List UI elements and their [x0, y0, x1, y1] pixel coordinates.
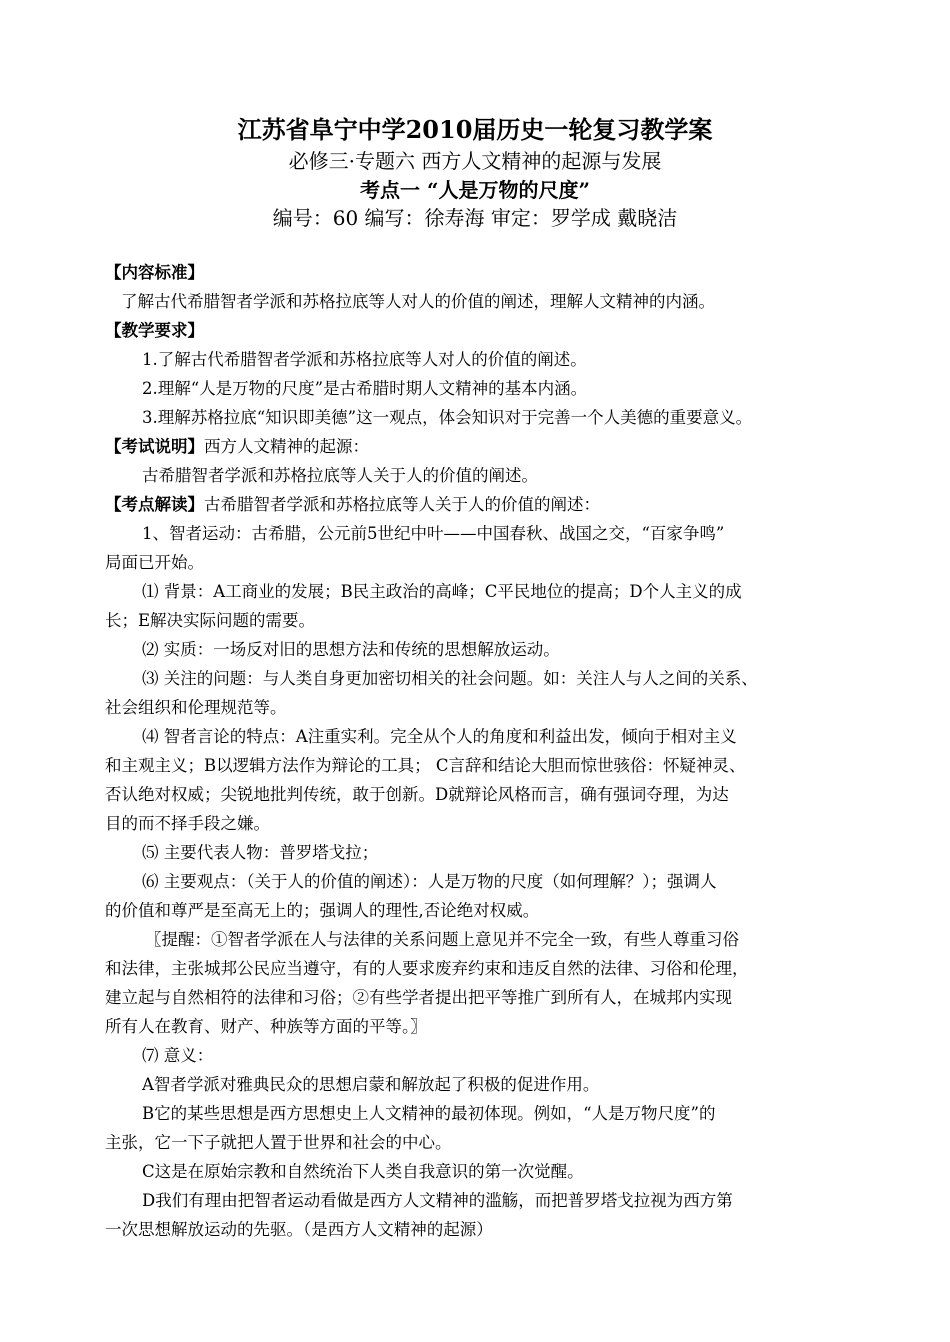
document-subtitle: 必修三·专题六 西方人文精神的起源与发展: [288, 149, 662, 173]
exam-notes-line: [105, 432, 860, 461]
section-heading-analysis: 【考点解读】: [105, 495, 204, 514]
paragraph-line: 〖提醒：①智者学派在人与法律的关系问题上意见并不完全一致，有些人尊重习俗: [145, 930, 739, 949]
paragraph-line: 长；E解决实际问题的需要。: [105, 611, 316, 630]
paragraph-line: 和法律，主张城邦公民应当遵守，有的人要求废弃约束和违反自然的法律、习俗和伦理，: [105, 959, 749, 978]
paragraph-line: 否认绝对权威；尖锐地批判传统，敢于创新。D就辩论风格而言，确有强词夺理，为达: [105, 785, 729, 804]
paragraph-line: ⑷ 智者言论的特点：A注重实利。完全从个人的角度和利益出发，倾向于相对主义: [142, 727, 737, 746]
paragraph-line: 局面已开始。: [105, 553, 204, 572]
paragraph-line: 社会组织和伦理规范等。: [105, 698, 287, 717]
paragraph-line: 一次思想解放运动的先驱。（是西方人文精神的起源）: [105, 1220, 493, 1239]
paragraph-line: A智者学派对雅典民众的思想启蒙和解放起了积极的促进作用。: [142, 1075, 600, 1094]
requirement-item: 1.了解古代希腊智者学派和苏格拉底等人对人的价值的阐述。: [142, 350, 587, 369]
requirement-item: 3.理解苏格拉底“知识即美德”这一观点，体会知识对于完善一个人美德的重要意义。: [142, 408, 753, 427]
paragraph-line: ⑵ 实质：一场反对旧的思想方法和传统的思想解放运动。: [142, 640, 560, 659]
paragraph-line: D我们有理由把智者运动看做是西方人文精神的滥觞，而把普罗塔戈拉视为西方第: [142, 1191, 733, 1210]
paragraph-line: 建立起与自然相符的法律和习俗；②有些学者提出把平等推广到所有人，在城邦内实现: [105, 988, 732, 1007]
paragraph-line: 主张，它一下子就把人置于世界和社会的中心。: [105, 1133, 452, 1152]
document-meta: 编号：60 编写：徐寿海 审定：罗学成 戴晓洁: [272, 206, 678, 230]
paragraph-line: C这是在原始宗教和自然统治下人类自我意识的第一次觉醒。: [142, 1162, 584, 1181]
paragraph-line: 和主观主义；B以逻辑方法作为辩论的工具； C言辞和结论大胆而惊世骇俗：怀疑神灵、: [105, 756, 746, 775]
paragraph-line: 目的而不择手段之嫌。: [105, 814, 270, 833]
paragraph-line: ⑸ 主要代表人物：普罗塔戈拉；: [142, 843, 379, 862]
paragraph-line: ⑶ 关注的问题：与人类自身更加密切相关的社会问题。如：关注人与人之间的关系、: [142, 669, 758, 688]
paragraph-line: B它的某些思想是西方思想史上人文精神的最初体现。例如，“人是万物尺度”的: [142, 1104, 716, 1123]
paragraph-line: ⑴ 背景：A工商业的发展；B民主政治的高峰；C平民地位的提高；D个人主义的成: [142, 582, 742, 601]
paragraph-line: ⑹ 主要观点：（关于人的价值的阐述）：人是万物的尺度（如何理解？）；强调人: [142, 872, 717, 891]
section-heading-teaching-requirements: 【教学要求】: [105, 321, 204, 340]
analysis-line: [105, 490, 860, 519]
paragraph-line: ⑺ 意义：: [142, 1046, 214, 1065]
document-title: 江苏省阜宁中学2010届历史一轮复习教学案: [237, 115, 713, 144]
section-heading-exam-notes: 【考试说明】: [105, 437, 204, 456]
paragraph-line: 所有人在教育、财产、种族等方面的平等。〗: [105, 1017, 427, 1036]
section-heading-content-standard: 【内容标准】: [105, 263, 204, 282]
topic-title: 考点一 “人是万物的尺度”: [360, 178, 590, 202]
paragraph-line: 1、智者运动：古希腊，公元前5世纪中叶——中国春秋、战国之交，“百家争鸣”: [142, 524, 725, 543]
content-standard-text: 了解古代希腊智者学派和苏格拉底等人对人的价值的阐述，理解人文精神的内涵。: [121, 292, 715, 311]
document-body: [105, 258, 860, 1244]
paragraph-line: 的价值和尊严是至高无上的；强调人的理性,否论绝对权威。: [105, 901, 540, 920]
analysis-lead: 古希腊智者学派和苏格拉底等人关于人的价值的阐述：: [204, 495, 600, 514]
exam-notes-text: 古希腊智者学派和苏格拉底等人关于人的价值的阐述。: [142, 466, 538, 485]
exam-notes-lead: 西方人文精神的起源：: [204, 437, 369, 456]
requirement-item: 2.理解“人是万物的尺度”是古希腊时期人文精神的基本内涵。: [142, 379, 588, 398]
